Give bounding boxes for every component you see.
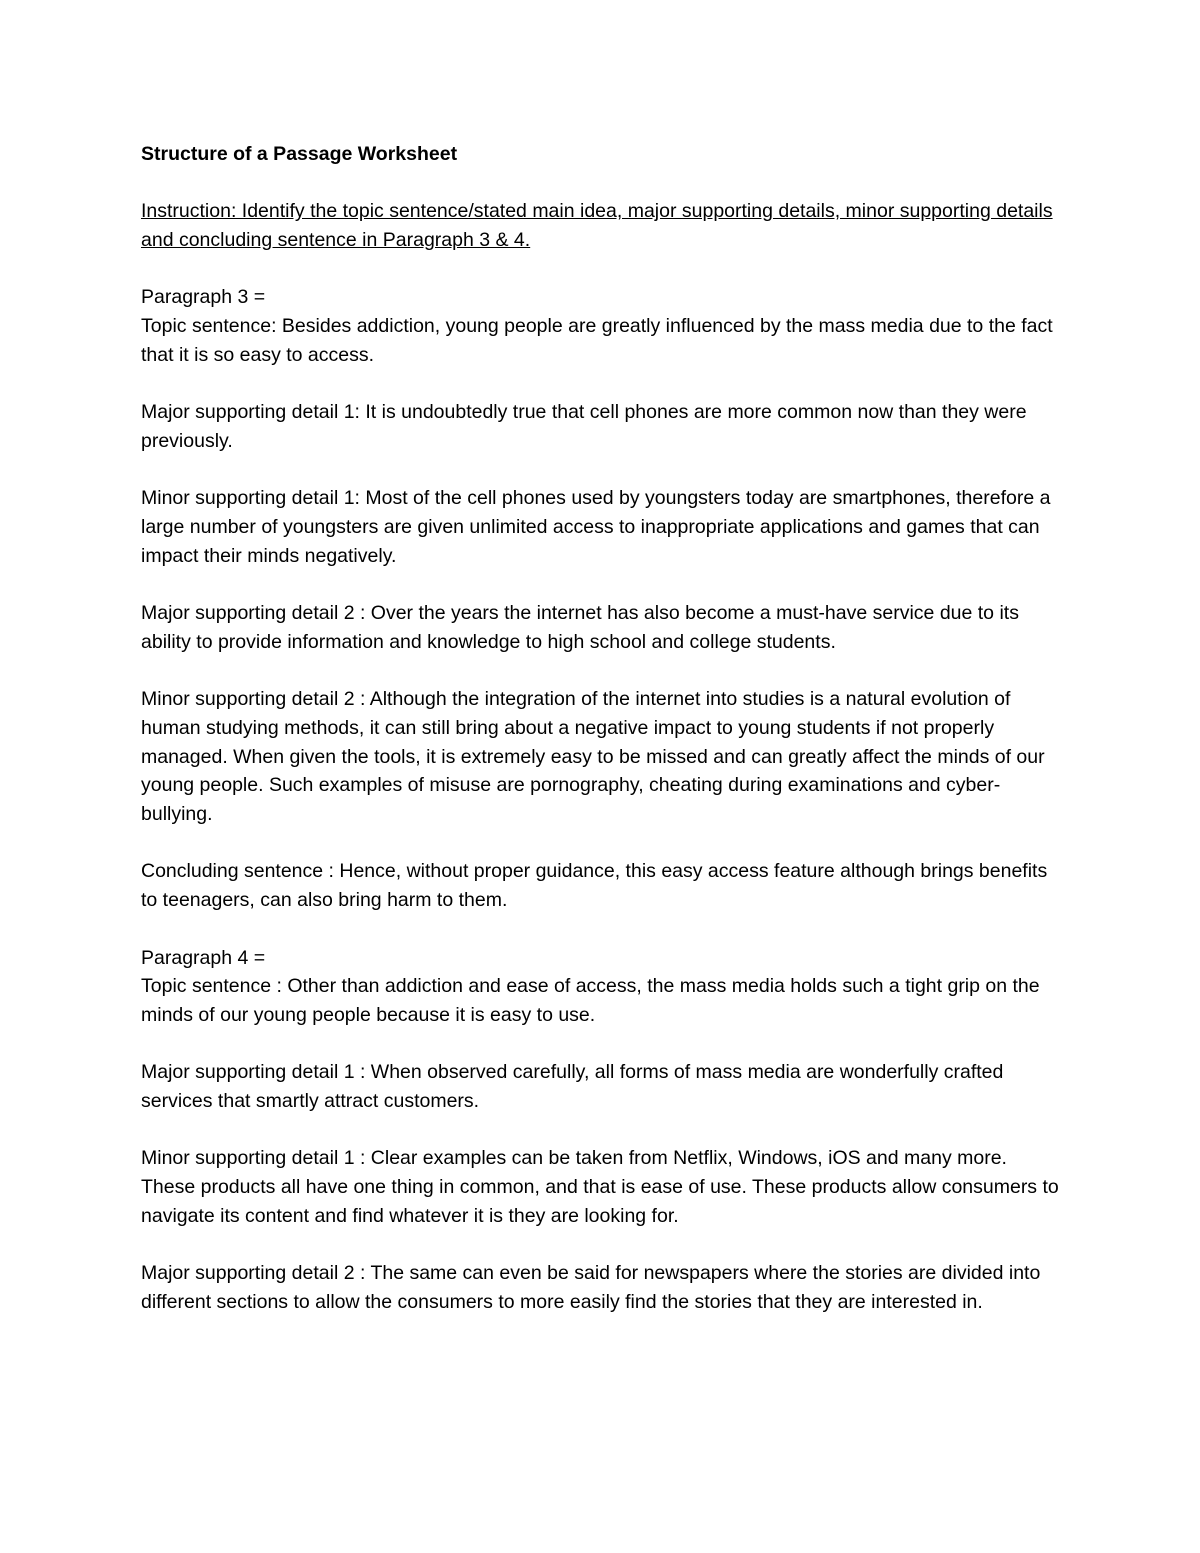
paragraph-3-section [141,283,1066,369]
paragraph-4-minor-detail-1: Minor supporting detail 1 : Clear examples can be taken from Netflix, Windows, iOS and many more. These products all have one thing in common, and that is ease of use. These products allow consumers to navigate its content and find whatever it is they are looking for. [141,1147,1059,1227]
paragraph-3-major-detail-2: Major supporting detail 2 : Over the years the internet has also become a must-have service due to its ability to provide information and knowledge to high school and college students. [141,602,1019,653]
paragraph-3-major-detail-1: Major supporting detail 1: It is undoubtedly true that cell phones are more common now than they were previously. [141,401,1027,452]
paragraph-3-topic-sentence: Topic sentence: Besides addiction, young people are greatly influenced by the mass media due to the fact that it is so easy to access. [141,315,1053,366]
paragraph-3-concluding-sentence: Concluding sentence : Hence, without proper guidance, this easy access feature although brings benefits to teenagers, can also bring harm to them. [141,860,1048,912]
paragraph-3-minor-detail-2: Minor supporting detail 2 : Although the integration of the internet into studies is a natural evolution of human studying methods, it can still bring about a negative impact to young students if not properly managed. When given the tools, it is extremely easy to be missed and can greatly affect the minds of our young people. Such examples of misuse are pornography, cheating during examinations and cyber-bullying. [141,688,1045,826]
paragraph-4-major-detail-2: Major supporting detail 2 : The same can even be said for newspapers where the stories are divided into different sections to allow the consumers to more easily find the stories that they are interested in. [141,1262,1041,1313]
paragraph-4-major-detail-1: Major supporting detail 1 : When observed carefully, all forms of mass media are wonderfully crafted services that smartly attract customers. [141,1061,1004,1113]
instruction-text: Instruction: Identify the topic sentence/stated main idea, major supporting details, minor supporting details and concluding sentence in Paragraph 3 & 4. [141,200,1053,252]
worksheet-page [141,140,1066,1345]
paragraph-4-section [141,944,1066,1030]
paragraph-4-heading: Paragraph 4 = [141,946,266,969]
paragraph-4-topic-sentence: Topic sentence : Other than addiction and ease of access, the mass media holds such a tight grip on the minds of our young people because it is easy to use. [141,975,1040,1026]
worksheet-title: Structure of a Passage Worksheet [141,143,458,165]
paragraph-3-heading: Paragraph 3 = [141,286,266,309]
paragraph-3-minor-detail-1: Minor supporting detail 1: Most of the cell phones used by youngsters today are smartphones, therefore a large number of youngsters are given unlimited access to inappropriate applications and games that can impact their minds negatively. [141,487,1051,567]
